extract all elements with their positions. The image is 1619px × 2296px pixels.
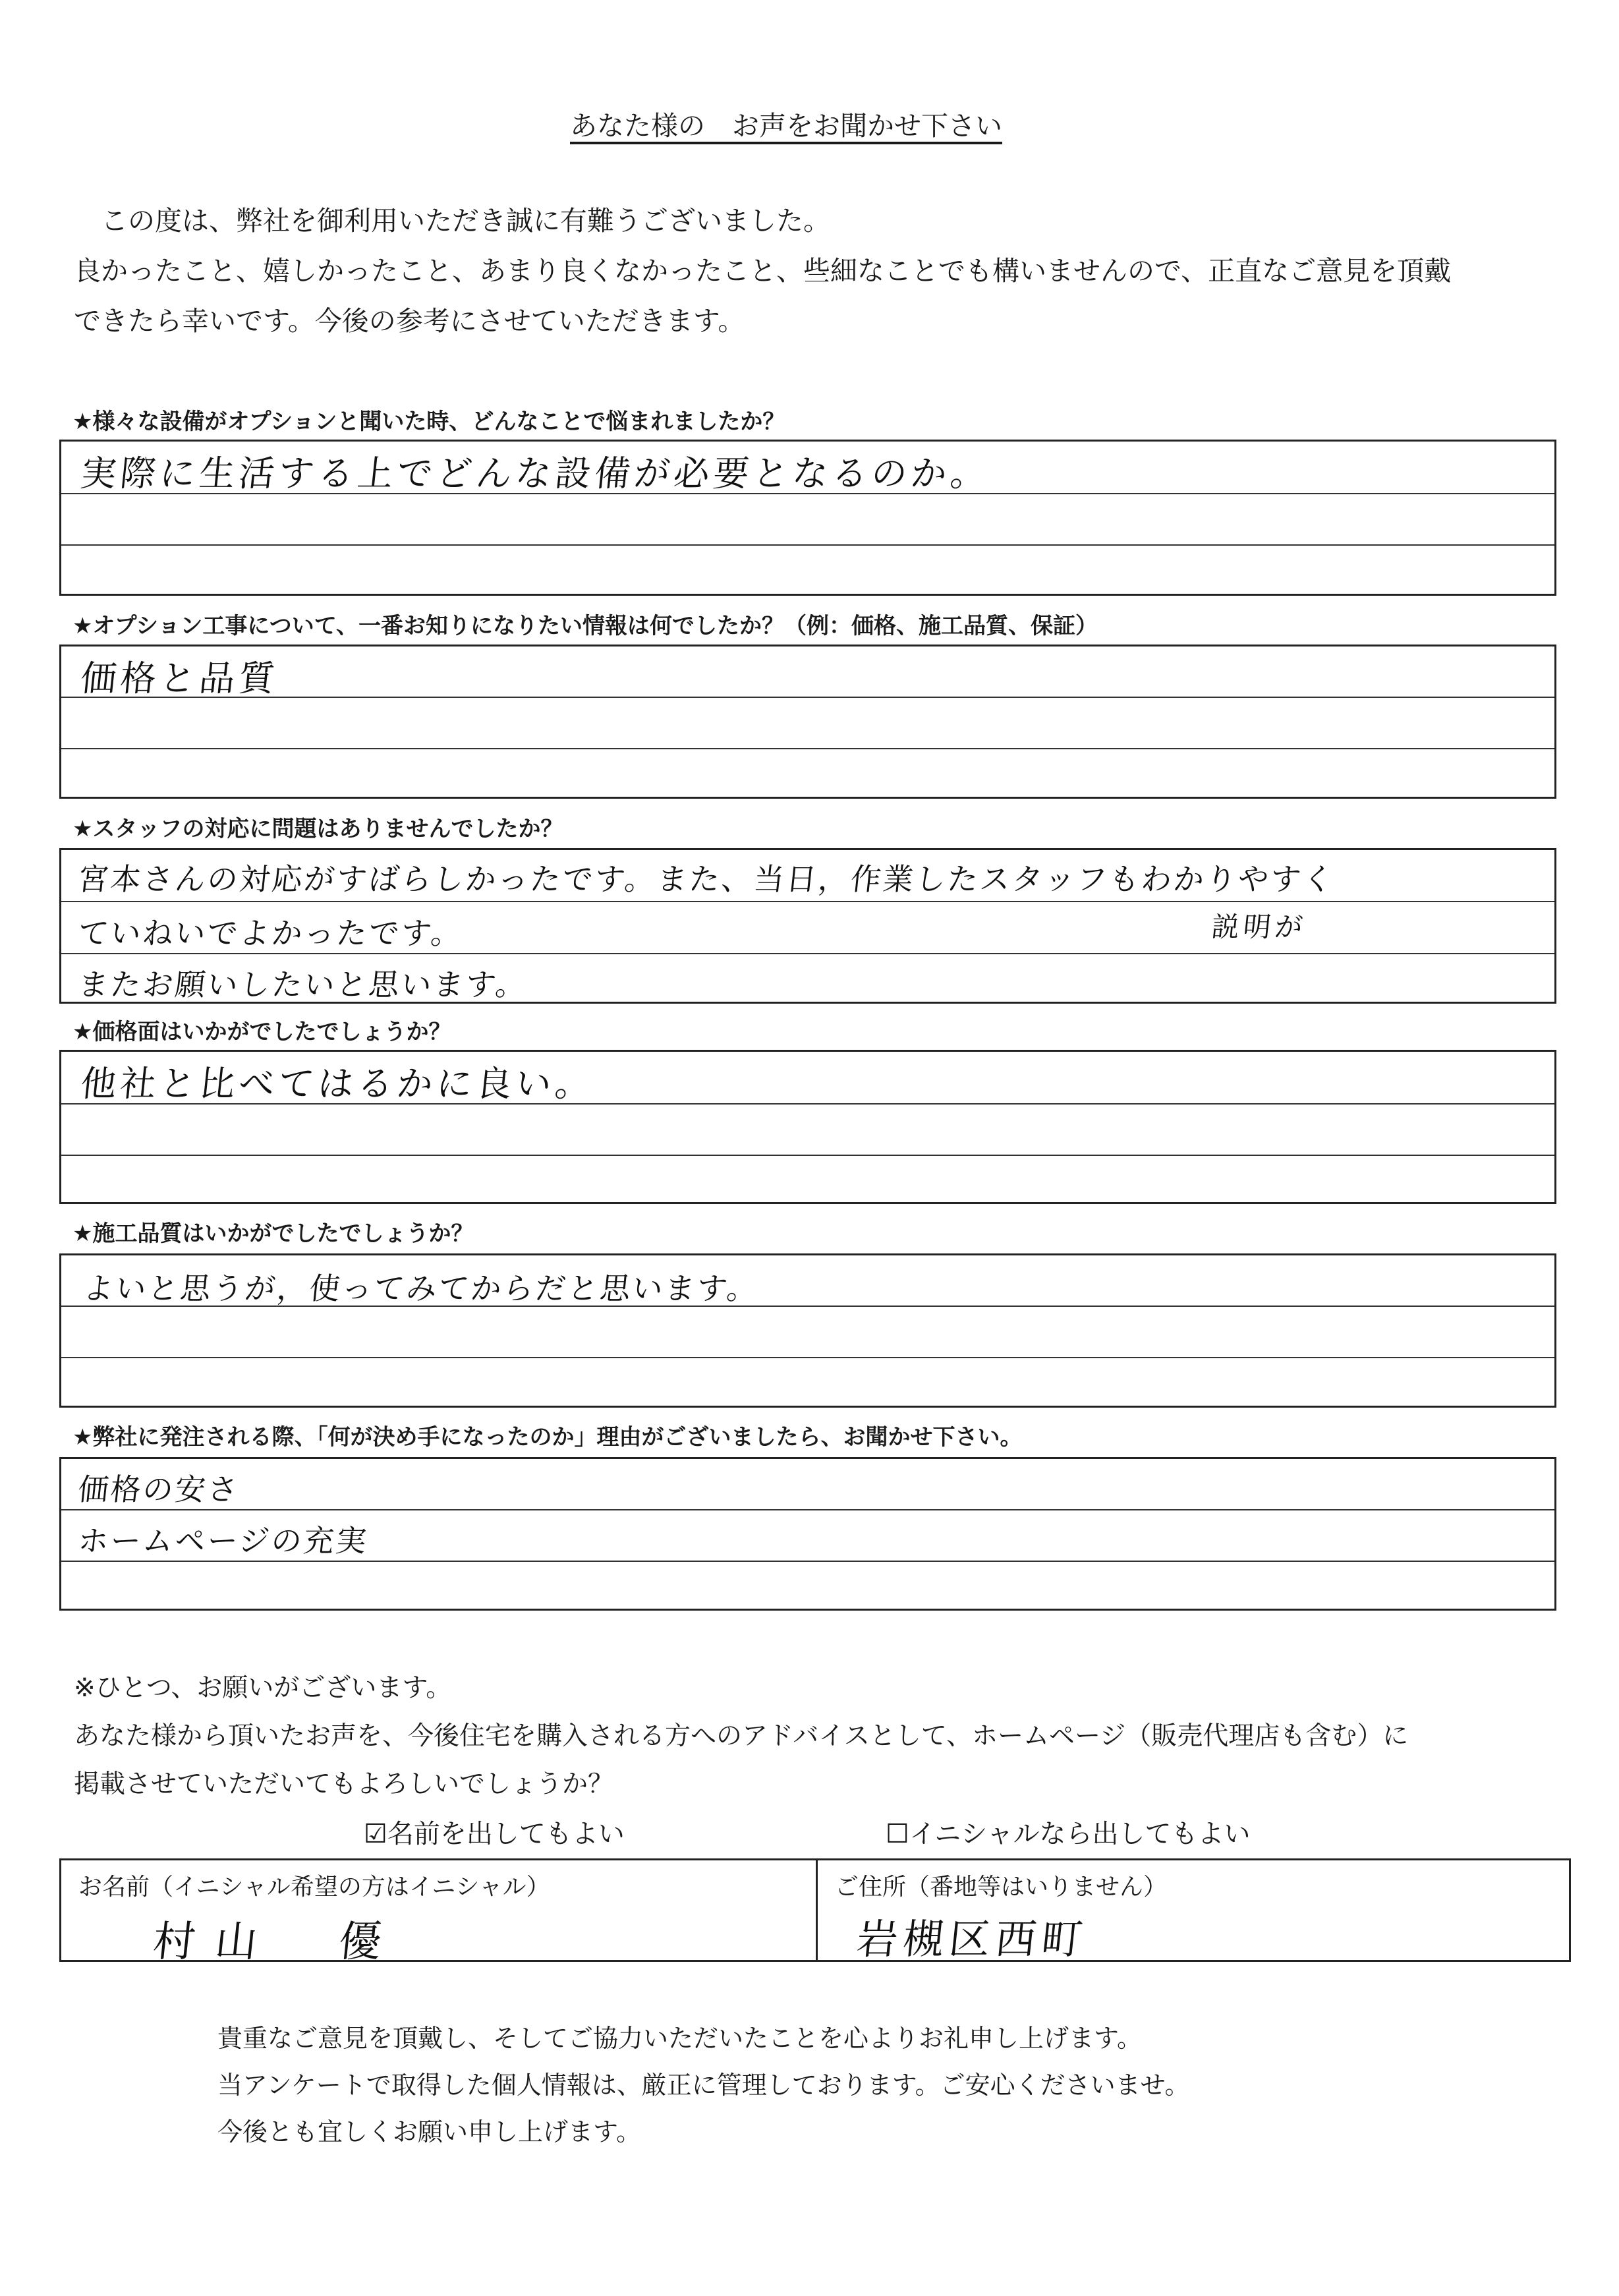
request-text: 掲載させていただいてもよろしいでしょうか？ [74,1769,614,1799]
answer-box [59,848,1556,1004]
address-value: 岩槻区西町 [854,1915,1091,1963]
closing-text: 当アンケートで取得した個人情報は、厳正に管理しております。ご安心くださいませ。 [217,2071,1190,2100]
identity-table [59,1858,1571,1966]
closing-text: 今後とも宜しくお願い申し上げます。 [217,2117,641,2146]
page-title: あなた様の お声をお聞かせ下さい [570,110,1002,142]
handwritten-insertion: 説明が [1210,911,1309,943]
handwritten-answer: 他社と比べてはるかに良い。 [78,1063,597,1105]
ruled-line [61,1509,1554,1510]
handwritten-answer: よいと思うが，使ってみてからだと思います。 [81,1271,761,1306]
ruled-line [61,1155,1554,1156]
closing-text: 貴重なご意見を頂戴し、そしてご協力いただいたことを心よりお礼申し上げます。 [217,2024,1142,2053]
answer-box [59,1050,1556,1204]
address-cell [818,1860,1569,1963]
question-label: ★価格面はいかがでしたでしょうか？ [72,1019,451,1045]
answer-box [59,1457,1556,1611]
ruled-line [61,1561,1554,1562]
handwritten-answer: 宮本さんの対応がすばらしかったです。また、当日，作業したスタッフもわかりやすく [76,861,1337,897]
ruled-line [61,544,1554,546]
name-ok-checkbox[interactable]: ☑名前を出してもよい [364,1819,625,1849]
initial-ok-checkbox[interactable]: ☐イニシャルなら出してもよい [886,1819,1251,1849]
ruled-line [61,1357,1554,1358]
answer-box [59,440,1556,596]
answer-box [59,1253,1556,1408]
intro-line: 良かったこと、嬉しかったこと、あまり良くなかったこと、些細なことでも構いませんので、正直なご意見を頂戴 [74,255,1452,287]
handwritten-answer: 価格の安さ [76,1472,242,1507]
name-cell [61,1860,818,1966]
intro-line: この度は、弊社を御利用いただき誠に有難うございました。 [74,205,830,237]
answer-box [59,645,1556,799]
question-label: ★オプション工事について、一番お知りになりたい情報は何でしたか？（例：価格、施工品質、保証） [72,613,1098,639]
name-label: お名前（イニシャル希望の方はイニシャル） [78,1874,550,1901]
handwritten-answer: 価格と品質 [78,658,281,699]
ruled-line [61,953,1554,954]
ruled-line [61,697,1554,698]
request-text: ※ひとつ、お願いがございます。 [74,1673,452,1703]
question-label: ★スタッフの対応に問題はありませんでしたか？ [72,816,563,842]
address-label: ご住所（番地等はいりません） [835,1874,1168,1901]
request-text: あなた様から頂いたお声を、今後住宅を購入される方へのアドバイスとして、ホームページ（販売代理店も含む）に [74,1721,1409,1751]
handwritten-answer: ていねいでよかったです。 [76,915,465,951]
question-label: ★弊社に発注される際、「何が決め手になったのか」理由がございましたら、お聞かせ下さい。 [72,1424,1023,1450]
handwritten-answer: 実際に生活する上でどんな設備が必要となるのか。 [78,453,992,494]
intro-line: できたら幸いです。今後の参考にさせていただきます。 [74,305,745,337]
handwritten-answer: ホームページの充実 [76,1523,370,1559]
question-label: ★様々な設備がオプションと聞いた時、どんなことで悩まれましたか？ [72,409,785,435]
ruled-line [61,748,1554,749]
question-label: ★施工品質はいかがでしたでしょうか？ [72,1220,474,1247]
name-value: 村山 優 [150,1918,404,1966]
ruled-line [61,901,1554,902]
handwritten-answer: またお願いしたいと思います。 [76,967,530,1002]
